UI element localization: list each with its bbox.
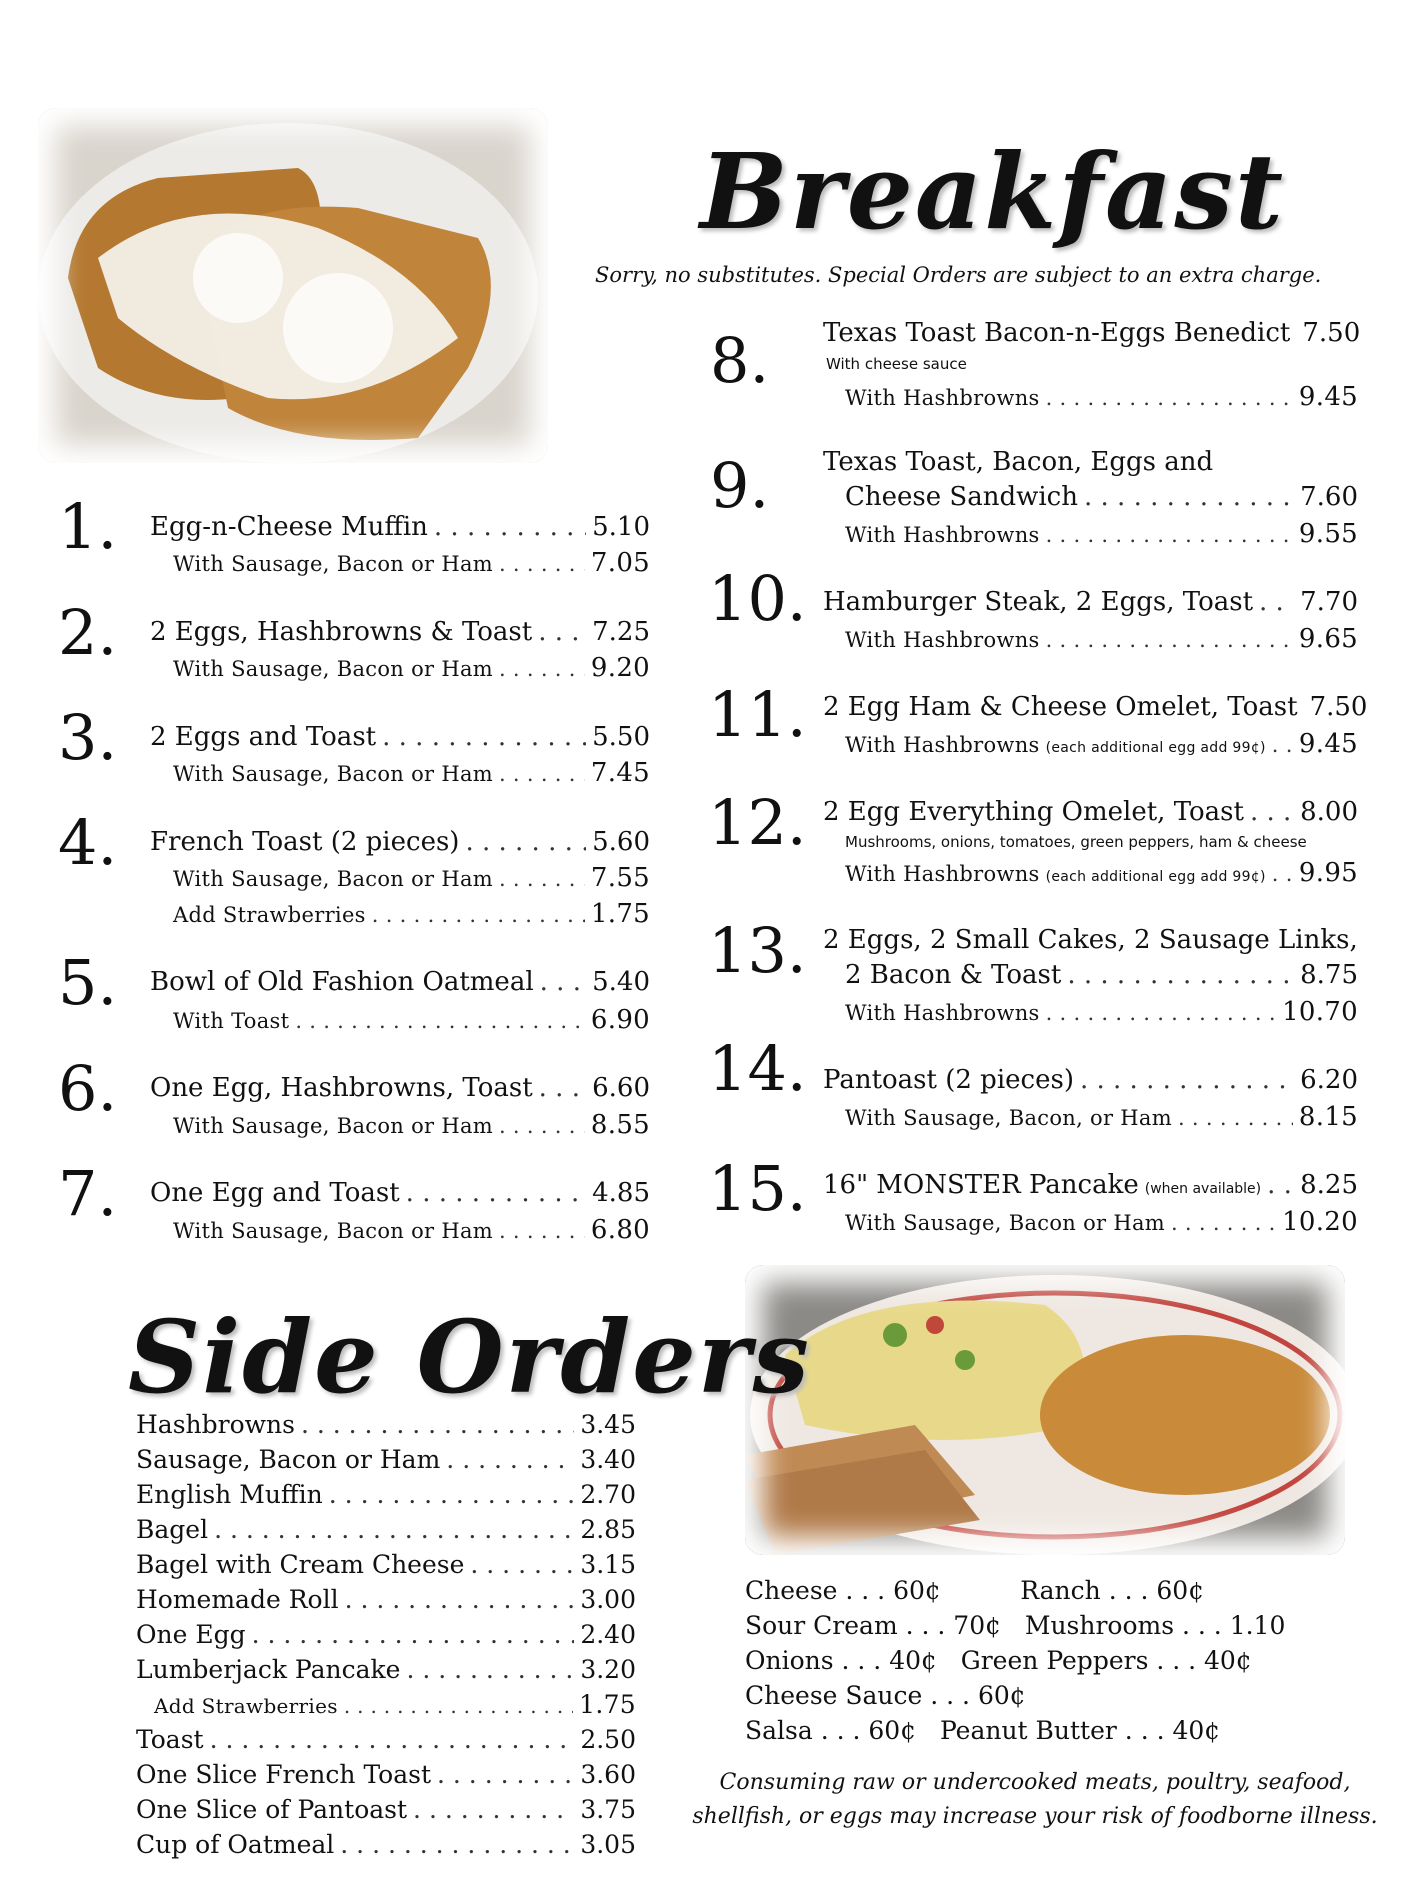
item-sub-note: (each additional egg add 99¢) xyxy=(1045,869,1266,885)
item-label: Texas Toast Bacon-n-Eggs Benedict xyxy=(823,318,1291,348)
side-item: Bagel with Cream Cheese . . . 3.15 xyxy=(136,1550,636,1585)
item-label: Pantoast (2 pieces) xyxy=(823,1065,1074,1095)
topping-extras xyxy=(745,1573,1285,1748)
side-orders-title: Side Orders xyxy=(128,1298,811,1416)
item-sub-price: 9.55 xyxy=(1298,519,1358,549)
item-label: Egg-n-Cheese Muffin xyxy=(150,512,428,542)
item-label: One Egg, Hashbrowns, Toast xyxy=(150,1073,533,1103)
item-sub-price: 6.90 xyxy=(590,1005,650,1035)
item-label: French Toast (2 pieces) xyxy=(150,827,460,857)
item-number: 15. xyxy=(708,1152,807,1225)
item-number: 7. xyxy=(58,1157,118,1230)
extras-line: Cheese . . . 60¢ Ranch . . . 60¢ xyxy=(745,1576,1205,1605)
item-note: Mushrooms, onions, tomatoes, green peppers, ham & cheese xyxy=(845,833,1307,851)
item-sub-price: 9.20 xyxy=(590,653,650,683)
item-price: 5.50 xyxy=(592,722,650,752)
item-price: 7.60 xyxy=(1300,482,1358,512)
omelet-plate-photo xyxy=(745,1265,1345,1555)
side-item: One Slice French Toast . . . 3.60 xyxy=(136,1760,636,1795)
item-sub-label: With Sausage, Bacon or Ham xyxy=(173,1114,493,1138)
item-price: 8.75 xyxy=(1300,960,1358,990)
item-number: 8. xyxy=(710,324,770,397)
item-note: (when available) xyxy=(1144,1181,1262,1197)
side-item: Toast . . . 2.50 xyxy=(136,1725,636,1760)
extras-line: Cheese Sauce . . . 60¢ xyxy=(745,1681,1026,1710)
item-sub-note: (each additional egg add 99¢) xyxy=(1045,740,1266,756)
item-sub-label: With Hashbrowns xyxy=(845,733,1040,757)
extras-line: Sour Cream . . . 70¢ Mushrooms . . . 1.10 xyxy=(745,1611,1286,1640)
item-label: 2 Eggs, Hashbrowns & Toast xyxy=(150,617,533,647)
item-sub-price: 9.45 xyxy=(1298,729,1358,759)
item-number: 11. xyxy=(708,678,807,751)
item-price: 7.50 xyxy=(1309,692,1368,722)
item-sub-label: With Hashbrowns xyxy=(845,628,1040,652)
item-price: 7.70 xyxy=(1300,587,1358,617)
item-sub-label: With Hashbrowns xyxy=(845,523,1040,547)
item-sub-price: 9.65 xyxy=(1298,624,1358,654)
side-item: Add Strawberries . . . 1.75 xyxy=(136,1690,636,1725)
item-sub-label: With Hashbrowns xyxy=(845,1001,1040,1025)
item-sub-price: 8.55 xyxy=(590,1110,650,1140)
item-number: 2. xyxy=(58,596,118,669)
item-sub-price: 9.95 xyxy=(1298,858,1358,888)
item-sub-label: With Sausage, Bacon or Ham xyxy=(173,867,493,891)
item-sub-price: 10.20 xyxy=(1282,1207,1358,1237)
item-label: Bowl of Old Fashion Oatmeal xyxy=(150,967,534,997)
item-sub-label: With Sausage, Bacon or Ham xyxy=(173,762,493,786)
item-price: 4.85 xyxy=(592,1178,650,1208)
item-number: 9. xyxy=(710,449,770,522)
side-item: One Egg . . . 2.40 xyxy=(136,1620,636,1655)
item-sub-label: With Sausage, Bacon or Ham xyxy=(173,657,493,681)
item-sub-price: 7.55 xyxy=(590,863,650,893)
side-orders-list xyxy=(136,1410,636,1865)
item-sub-price: 1.75 xyxy=(590,899,650,929)
side-item: English Muffin . . . 2.70 xyxy=(136,1480,636,1515)
french-toast-photo xyxy=(38,108,548,463)
item-number: 1. xyxy=(58,490,118,563)
item-label: 2 Egg Everything Omelet, Toast xyxy=(823,797,1244,827)
extras-line: Salsa . . . 60¢ Peanut Butter . . . 40¢ xyxy=(745,1716,1221,1745)
item-label: 16" MONSTER Pancake xyxy=(823,1170,1139,1200)
side-item: One Slice of Pantoast . . . 3.75 xyxy=(136,1795,636,1830)
item-number: 6. xyxy=(58,1052,118,1125)
breakfast-title: Breakfast xyxy=(700,130,1286,253)
item-sub-price: 6.80 xyxy=(590,1215,650,1245)
item-note: With cheese sauce xyxy=(826,355,967,373)
item-number: 3. xyxy=(58,701,118,774)
side-item: Lumberjack Pancake . . . 3.20 xyxy=(136,1655,636,1690)
item-price: 8.00 xyxy=(1300,797,1358,827)
item-sub-label: With Sausage, Bacon or Ham xyxy=(845,1211,1165,1235)
side-item: Bagel . . . 2.85 xyxy=(136,1515,636,1550)
item-price: 5.60 xyxy=(592,827,650,857)
item-label: 2 Egg Ham & Cheese Omelet, Toast xyxy=(823,692,1298,722)
item-sub-label: With Hashbrowns xyxy=(845,862,1040,886)
item-label: 2 Bacon & Toast xyxy=(845,960,1062,990)
item-sub-label: With Hashbrowns xyxy=(845,386,1040,410)
item-number: 10. xyxy=(708,562,807,635)
item-price: 7.50 xyxy=(1302,318,1361,348)
item-label: Cheese Sandwich xyxy=(845,482,1078,512)
item-price: 6.60 xyxy=(592,1073,650,1103)
item-number: 5. xyxy=(58,946,118,1019)
item-label: One Egg and Toast xyxy=(150,1178,400,1208)
food-safety-warning: Consuming raw or undercooked meats, poultry, seafood, shellfish, or eggs may increase your risk of foodborne illness. xyxy=(692,1770,1378,1829)
item-price: 5.40 xyxy=(592,967,650,997)
item-sub-price: 9.45 xyxy=(1298,382,1358,412)
extras-line: Onions . . . 40¢ Green Peppers . . . 40¢ xyxy=(745,1646,1252,1675)
item-sub-label: With Sausage, Bacon or Ham xyxy=(173,1219,493,1243)
item-number: 12. xyxy=(708,786,807,859)
item-price: 7.25 xyxy=(592,617,650,647)
item-sub-label: With Sausage, Bacon, or Ham xyxy=(845,1106,1172,1130)
item-sub-label: Add Strawberries xyxy=(173,903,366,927)
item-label: 2 Eggs and Toast xyxy=(150,722,377,752)
side-item: Hashbrowns . . . 3.45 xyxy=(136,1410,636,1445)
item-label-line1: Texas Toast, Bacon, Eggs and xyxy=(823,447,1214,477)
item-label: Hamburger Steak, 2 Eggs, Toast xyxy=(823,587,1254,617)
side-item: Sausage, Bacon or Ham . . . 3.40 xyxy=(136,1445,636,1480)
item-sub-label: With Sausage, Bacon or Ham xyxy=(173,552,493,576)
item-sub-price: 7.45 xyxy=(590,758,650,788)
item-price: 6.20 xyxy=(1300,1065,1358,1095)
item-price: 8.25 xyxy=(1300,1170,1358,1200)
item-number: 4. xyxy=(58,806,118,879)
item-price: 5.10 xyxy=(592,512,650,542)
side-item: Cup of Oatmeal . . . 3.05 xyxy=(136,1830,636,1865)
item-number: 14. xyxy=(708,1032,807,1105)
item-sub-price: 8.15 xyxy=(1298,1102,1358,1132)
item-sub-price: 10.70 xyxy=(1282,997,1358,1027)
side-item: Homemade Roll . . . 3.00 xyxy=(136,1585,636,1620)
item-sub-label: With Toast xyxy=(173,1009,290,1033)
item-sub-price: 7.05 xyxy=(590,548,650,578)
item-number: 13. xyxy=(708,914,807,987)
substitutions-notice: Sorry, no substitutes. Special Orders are subject to an extra charge. xyxy=(595,263,1322,287)
item-label-line1: 2 Eggs, 2 Small Cakes, 2 Sausage Links, xyxy=(823,925,1358,955)
